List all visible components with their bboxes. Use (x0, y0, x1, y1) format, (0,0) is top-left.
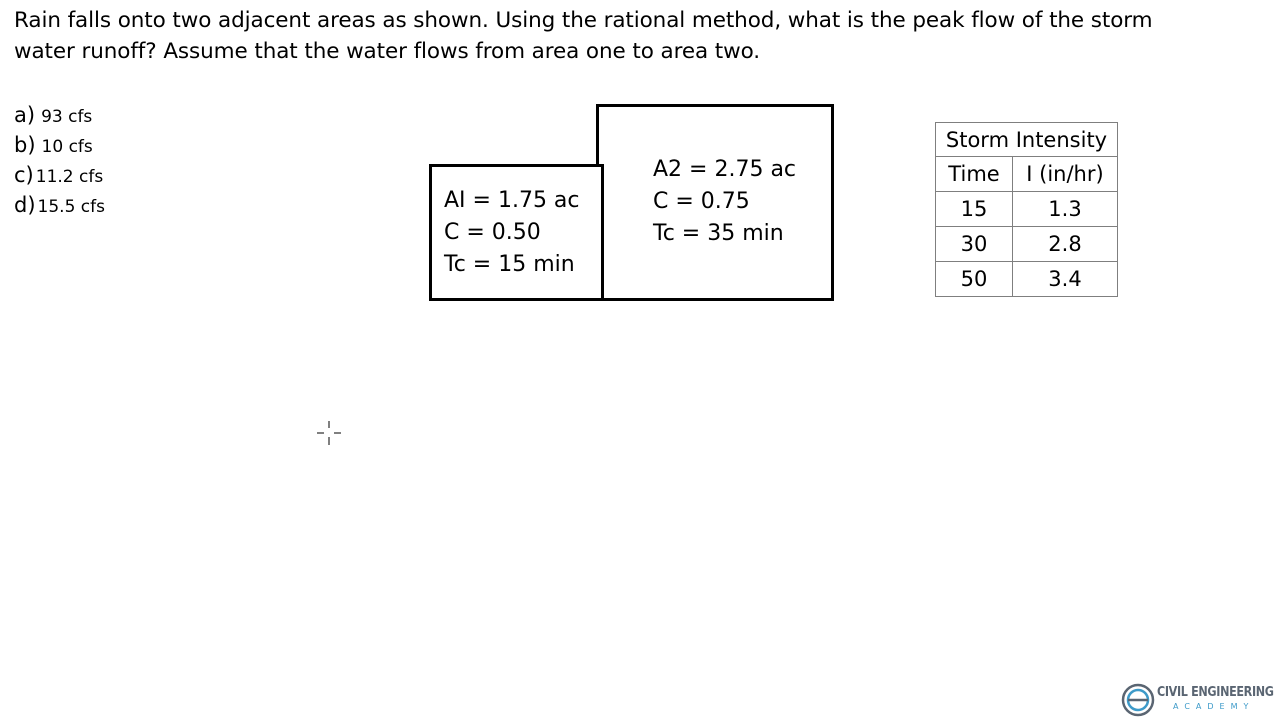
table-cell-intensity: 1.3 (1013, 192, 1118, 227)
area-two-size: A2 = 2.75 ac (653, 157, 797, 182)
choice-b[interactable] (14, 130, 105, 160)
table-cell-time: 15 (936, 192, 1013, 227)
table-row (936, 262, 1118, 297)
choice-text: 11.2 cfs (35, 167, 104, 187)
choice-c[interactable] (14, 160, 105, 190)
area-one-tc: Tc = 15 min (444, 252, 575, 277)
area-two-label (653, 154, 796, 250)
area-one-size: AI = 1.75 ac (444, 188, 580, 213)
column-header-intensity: I (in/hr) (1013, 157, 1118, 192)
area-two-coefficient: C = 0.75 (653, 189, 750, 214)
area-two-box (596, 104, 834, 301)
choice-text: 10 cfs (41, 137, 93, 157)
area-one-coefficient: C = 0.50 (444, 220, 541, 245)
crosshair-cursor-icon (316, 420, 342, 446)
area-one-box (429, 164, 604, 301)
table-cell-time: 50 (936, 262, 1013, 297)
storm-intensity-table (935, 122, 1118, 297)
civil-engineering-academy-logo (1121, 681, 1277, 717)
choice-letter: b) (14, 133, 36, 157)
table-cell-intensity: 2.8 (1013, 227, 1118, 262)
area-two-tc: Tc = 35 min (653, 221, 784, 246)
table-row (936, 192, 1118, 227)
answer-choices (14, 100, 105, 220)
choice-letter: a) (14, 103, 36, 127)
table-title-row (936, 123, 1118, 157)
logo-title: CIVIL ENGINEERING (1157, 685, 1274, 700)
question-line-2: water runoff? Assume that the water flows from area one to area two. (14, 39, 760, 64)
column-header-time: Time (936, 157, 1013, 192)
area-one-label (444, 185, 580, 281)
table-cell-time: 30 (936, 227, 1013, 262)
question-line-1: Rain falls onto two adjacent areas as shown. Using the rational method, what is the peak flow of the storm (14, 8, 1153, 33)
civil-engineering-academy-logo-icon (1121, 683, 1155, 717)
question-text (14, 5, 1264, 67)
table-header-row (936, 157, 1118, 192)
choice-letter: d) (14, 193, 36, 217)
choice-d[interactable] (14, 190, 105, 220)
logo-subtitle: ACADEMY (1173, 702, 1255, 711)
table-title: Storm Intensity (936, 123, 1118, 157)
choice-letter: c) (14, 163, 34, 187)
table-cell-intensity: 3.4 (1013, 262, 1118, 297)
choice-text: 15.5 cfs (37, 197, 105, 217)
choice-text: 93 cfs (41, 107, 93, 127)
table-row (936, 227, 1118, 262)
choice-a[interactable] (14, 100, 105, 130)
